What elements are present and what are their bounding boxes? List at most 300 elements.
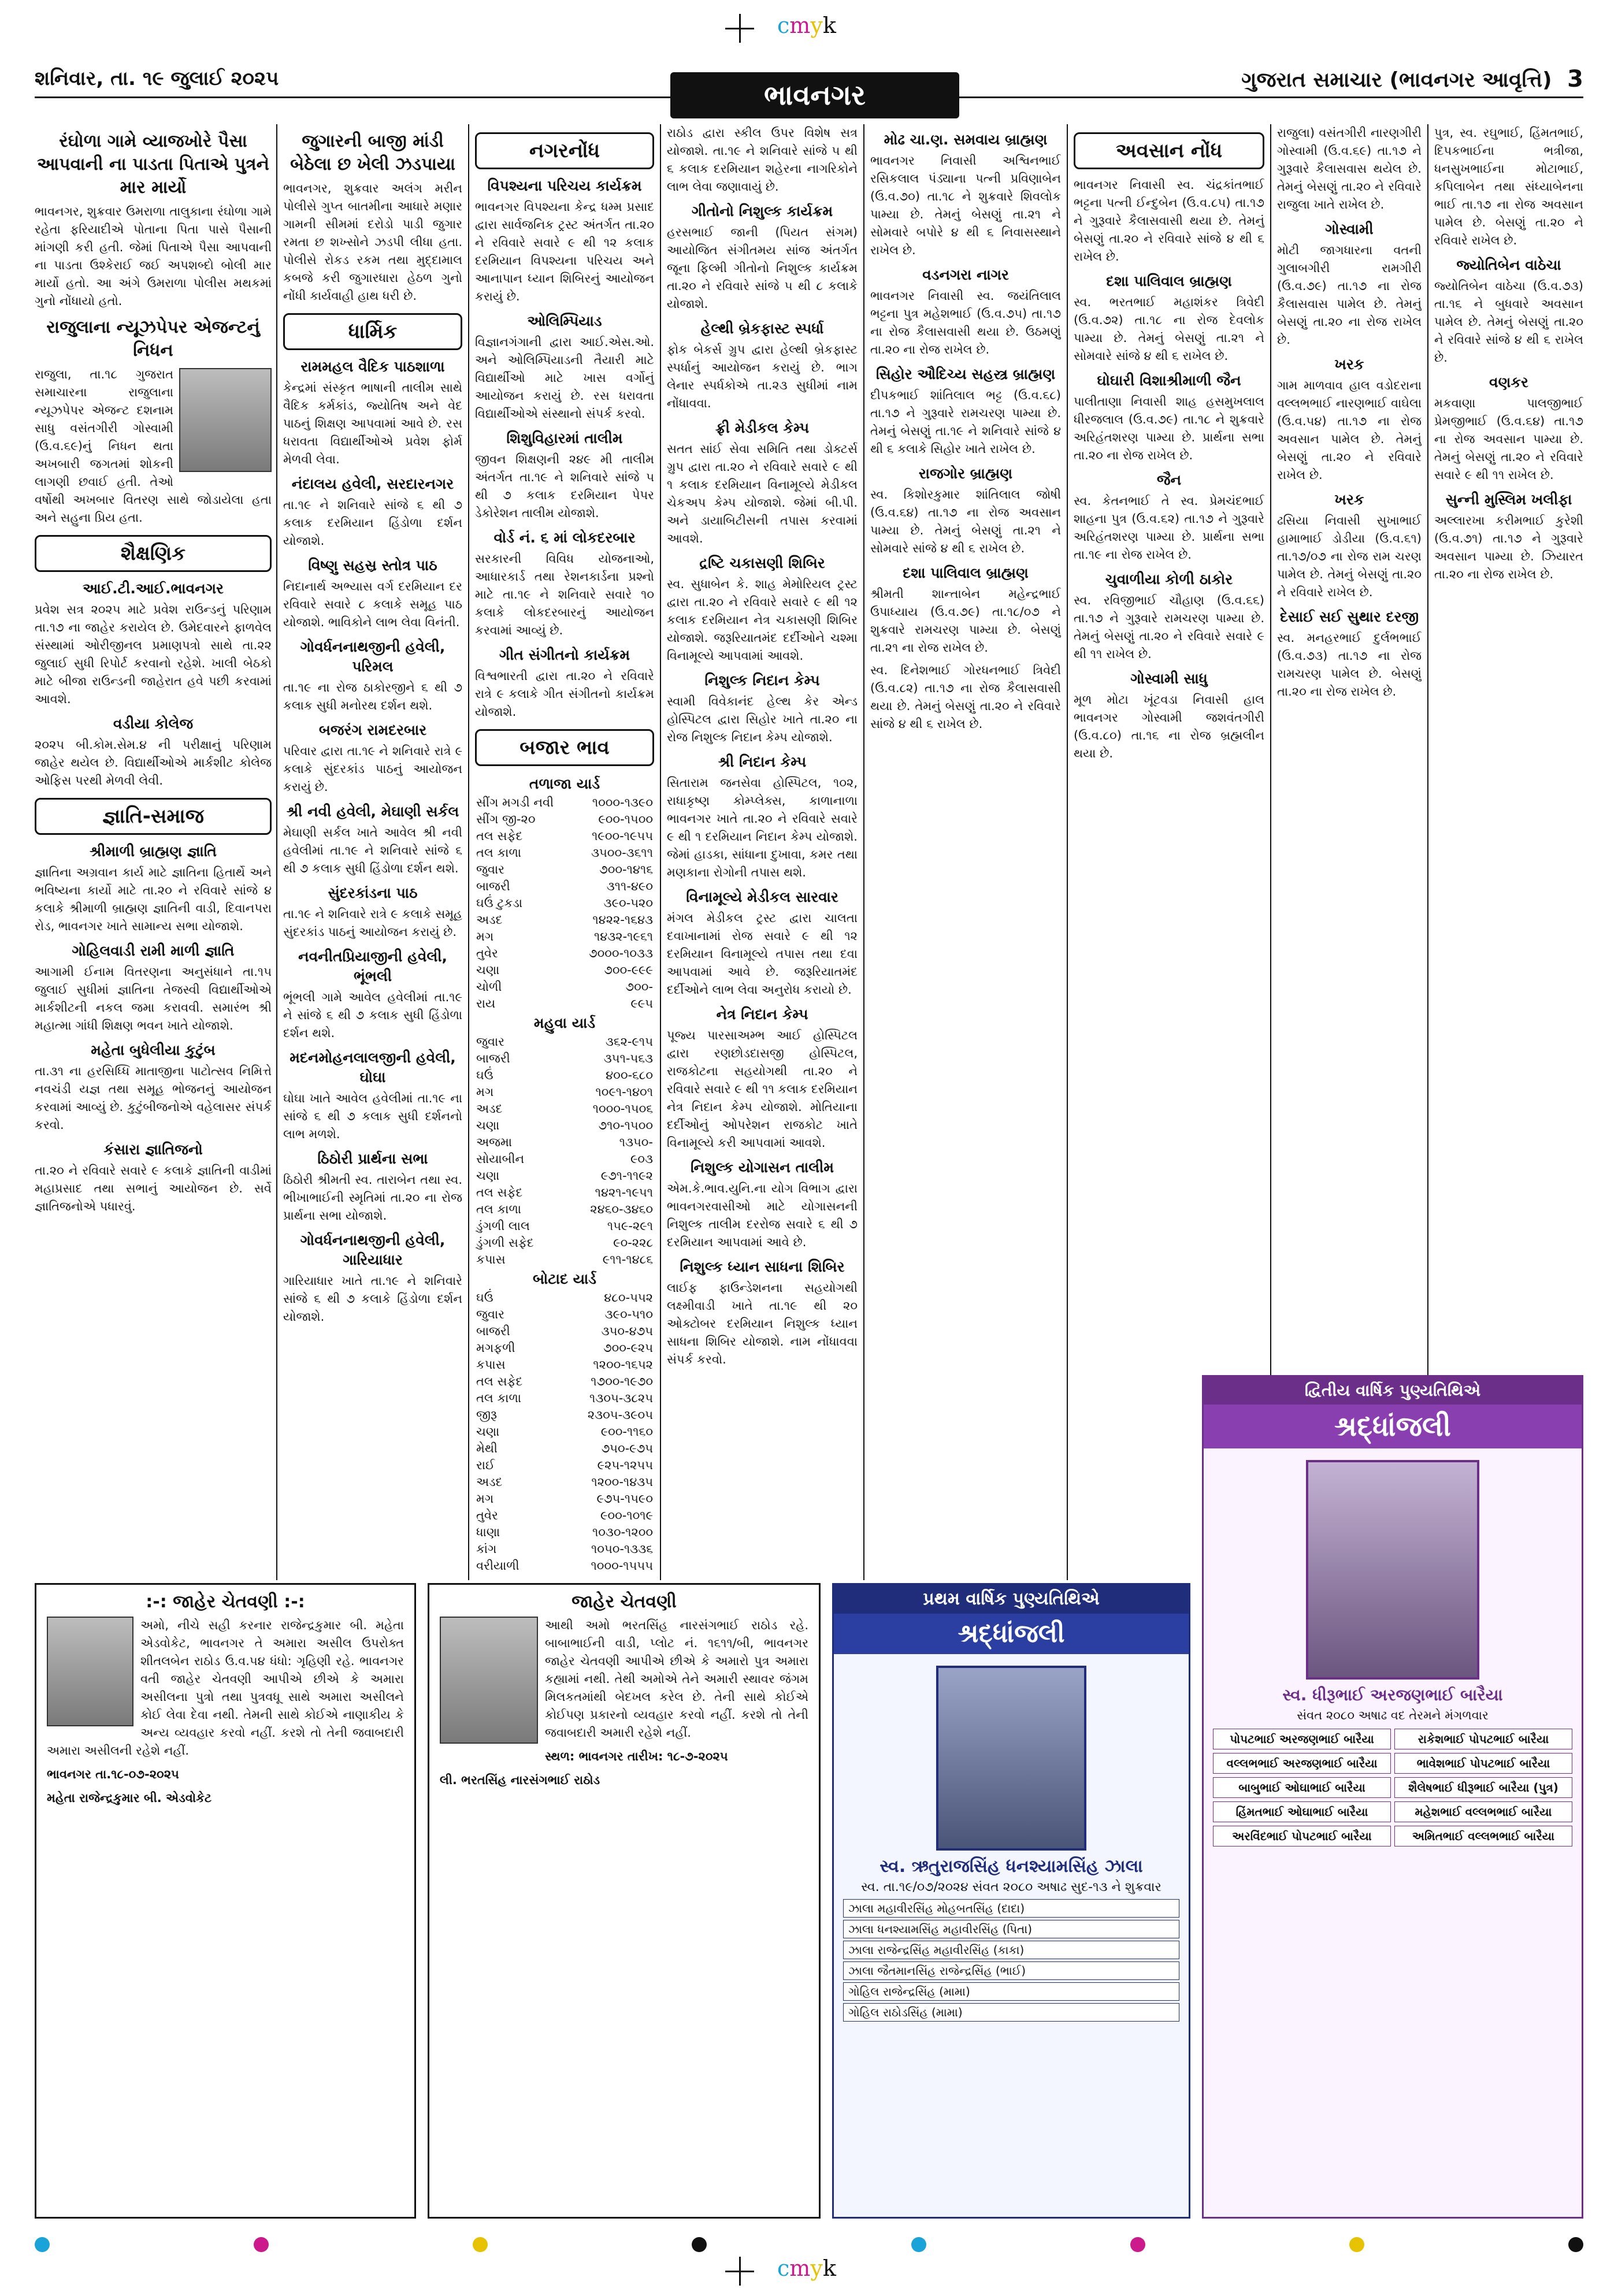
column-divider [1067, 124, 1068, 1580]
column-3 [475, 124, 654, 1574]
commodity-price: ૯૦૩ [630, 1152, 653, 1166]
commodity-name: અડદ [476, 1102, 503, 1116]
column-2 [283, 124, 462, 1331]
price-row [475, 1290, 654, 1306]
paper-masthead [1241, 66, 1583, 92]
subheading: નિશુલ્ક ધ્યાન સાધના શિબિર [680, 1258, 845, 1275]
family-member: હિંમતભાઈ ઓઘાભાઈ બારૈયા [1213, 1801, 1391, 1822]
notice-text: આથી અમો ભરતસિંહ નારસંગભાઈ રાઠોડ રહે. બાબાભાઈની વાડી, પ્લોટ નં. ૧૬૧૧/બી, ભાવનગર જાહેર ચેતવણી આપીએ છીએ કે અમારો પુત્ર અમારા કહ્યામાં નથી. તેથી અમોએ તેને અમારી સ્થાવર જંગમ મિલકતમાંથી બેદખલ કરેલ છે. તેની સાથે કોઈએ કોઈપણ પ્રકારનો વ્યવહાર કરવો નહીં. કરશે તો તેની જવાબદારી અમારી રહેશે નહીં. [545, 1618, 808, 1740]
price-row [475, 928, 654, 945]
commodity-price: ૩૯૦-૫૨૦ [603, 896, 653, 910]
family-member: પોપટભાઈ અરજણભાઈ બારૈયા [1213, 1729, 1391, 1749]
price-row [475, 811, 654, 828]
black-dot-icon [692, 2237, 707, 2252]
family-list [843, 1899, 1179, 2022]
column-8 [1434, 124, 1583, 588]
commodity-price: ૯૨૫-૧૨૫૫ [597, 1458, 653, 1472]
commodity-name: ચોળી [476, 980, 502, 994]
price-row [475, 1558, 654, 1574]
commodity-price: ૧૪૨૨-૧૬૪૩ [592, 913, 653, 927]
commodity-name: અડદ [476, 913, 503, 927]
article-text: અલ્લારખા કરીમભાઈ કુરેશી (ઉ.વ.૭૧) તા.૧૭ ને ગુરૂવારે અવસાન પામ્યા છે. ઝિયારત તા.૨૦ ના રોજ રાખેલ છે. [1434, 514, 1583, 581]
subheading: વિષ્ણુ સહસ્ર સ્તોત્ર પાઠ [308, 557, 437, 574]
price-row [475, 1168, 654, 1184]
commodity-price: ૧૩૦૫-૩૮૨૫ [589, 1391, 653, 1405]
price-row [475, 878, 654, 895]
section-box-shaikshanik: શૈક્ષણિક [35, 535, 272, 572]
article-text: જ્યોતિબેન વાઠેચા (ઉ.વ.૭૩) તા.૧૬ ને બુધવારે અવસાન પામેલ છે. તેમનું બેસણું તા.૨૦ ને રવિવારે સાંજે ૪ થી ૬ રાખેલ છે. [1434, 279, 1583, 365]
commodity-price: ૭૧૦-૧૫૦૦ [598, 1119, 653, 1132]
column-divider [863, 124, 864, 1580]
commodity-name: તલ કાળા [476, 846, 521, 860]
commodity-price: ૧૦૦૦-૧૫૫૫ [591, 1559, 653, 1573]
commodity-price: ૧૨૦૦-૧૬૫૨ [593, 1358, 653, 1372]
article-text: સ્વ. કેતનભાઈ તે સ્વ. પ્રેમચંદભાઈ શાહના પુત્ર (ઉ.વ.૬૨) તા.૧૭ ને ગુરૂવારે અરિહંતશરણ પામ્યા છે. પ્રાર્થના સભા તા.૧૯ ના રોજ રાખેલ છે. [1074, 494, 1264, 562]
article-text: ૨૦૨૫ બી.કોમ.સેમ.૪ ની પરીક્ષાનું પરિણામ જાહેર થયેલ છે. વિદ્યાર્થીઓએ માર્કશીટ કોલેજ ઓફિસ પરથી મેળવી લેવી. [35, 738, 272, 787]
cmyk-registration-top [0, 10, 1618, 51]
black-dot-icon [1568, 2237, 1583, 2252]
commodity-price: ૭૫૦-૯૭૫ [601, 1441, 653, 1455]
commodity-name: ચણા [476, 963, 500, 977]
article-text: પરિવાર દ્વારા તા.૧૯ ને શનિવારે રાત્રે ૯ કલાકે સુંદરકાંડ પાઠનું આયોજન કરાયું છે. [283, 744, 462, 794]
commodity-name: અજમા [476, 1135, 512, 1149]
article-text: સતત સાંઈ સેવા સમિતિ તથા ડોક્ટર્સ ગ્રુપ દ્વારા તા.૨૦ ને રવિવારે સવારે ૯ થી ૧ કલાક દરમિયાન વિનામૂલ્યે મેડીકલ ચેકઅપ કેમ્પ યોજાશે. જેમાં બી.પી. અને ડાયાબિટીસની તપાસ કરવામાં આવશે. [667, 442, 858, 545]
commodity-name: તુવેર [476, 946, 498, 960]
subheading: ગોસ્વામી સાધુ [1130, 670, 1208, 687]
memorial-photo [936, 1666, 1086, 1851]
price-row [475, 1524, 654, 1541]
price-row [475, 1218, 654, 1235]
commodity-price: ૩૬૨-૯૧૫ [605, 1035, 653, 1049]
subheading: નિશુલ્ક નિદાન કેમ્પ [704, 672, 820, 689]
commodity-name: તુવેર [476, 1509, 498, 1522]
article-text: સ્વ. રવિજીભાઈ ચૌહાણ (ઉ.વ.૬૬) તા.૧૭ ને ગુરૂવારે રામચરણ પામ્યા છે. તેમનું બેસણું તા.૨૦ ને રવિવારે સવારે ૯ થી ૧૧ રાખેલ છે. [1074, 593, 1264, 661]
subheading: નવનીતપ્રિયાજીની હવેલી, ભૂંભલી [298, 948, 448, 984]
section-box-dharmik: ધાર્મિક [283, 313, 462, 350]
commodity-name: કપાસ [476, 1253, 506, 1266]
article-text: જીવન શિક્ષણની ૨૪૯ મી તાલીમ અંતર્ગત તા.૧૯ ને શનિવારે સાંજે ૫ થી ૭ કલાક દરમિયાન પેપર ડેકોરેશન તાલીમ યોજાશે. [475, 452, 654, 520]
shraddhanjali-ad-2 [1202, 1375, 1583, 2219]
cyan-dot-icon [911, 2237, 926, 2252]
commodity-price: ૭૦૦- [625, 980, 653, 994]
subheading: શ્રી નવી હવેલી, મેઘાણી સર્કલ [286, 803, 459, 820]
family-member: શૈલેષભાઈ ધીરૂભાઈ બારૈયા (પુત્ર) [1394, 1777, 1572, 1798]
commodity-price: ૯૭૫-૧૫૯૦ [596, 1492, 653, 1506]
registration-cross-icon [725, 14, 754, 43]
subheading: રાજગોર બ્રાહ્મણ [918, 465, 1013, 482]
commodity-price: ૧૦૦૦-૧૩૯૦ [592, 796, 653, 809]
family-member: અરવિંદભાઈ પોપટભાઈ બારૈયા [1213, 1826, 1391, 1847]
public-notice-1 [35, 1583, 416, 2219]
price-row [475, 1541, 654, 1558]
column-1 [35, 124, 272, 1220]
subheading: શ્રી નિદાન કેમ્પ [718, 753, 807, 770]
subheading: નંદાલય હવેલી, સરદારનગર [291, 475, 454, 492]
article-text: રાજુલા, તા.૧૮ ગુજરાત સમાચારના રાજુલાના ન્યૂઝપેપર એજન્ટ દશનામ સાધુ વસંતગીરી ગોસ્વામી (ઉ.વ.૬૯)નું નિધન થતા અખબારી જગતમાં શોકની લાગણી છવાઈ હતી. તેઓ વર્ષોથી અખબાર વિતરણ સાથે જોડાયેલા હતા અને સહુના પ્રિય હતા. [35, 367, 272, 525]
price-row [475, 1407, 654, 1424]
price-row [475, 912, 654, 928]
article-text: દીપકભાઈ શાંતિલાલ ભટ્ટ (ઉ.વ.૬૮) તા.૧૭ ને ગુરૂવારે રામચરણ પામ્યા છે. તેમનું બેસણું તા.૧૯ ને શનિવારે સાંજે ૪ થી ૬ કલાકે સિહોર ખાતે રાખેલ છે. [870, 388, 1061, 456]
article-text: ભાવનગર નિવાસી સ્વ. જયંતિલાલ ભટ્ટના પુત્ર મહેશભાઈ (ઉ.વ.૭૫) તા.૧૭ ના રોજ કૈલાસવાસી થયા છે. ઉઠમણું તા.૨૦ ના રોજ રાખેલ છે. [870, 289, 1061, 356]
article-text: તા.૩૧ ના હરસિધ્ધિ માતાજીના પાટોત્સવ નિમિત્તે નવચંડી યજ્ઞ તથા સમૂહ ભોજનનું આયોજન કરવામાં આવ્યું છે. કુટુંબીજનોએ વહેલાસર સંપર્ક કરવો. [35, 1064, 272, 1132]
commodity-price: ૧૫૯-૨૯૧ [607, 1219, 653, 1233]
column-6 [1074, 124, 1264, 767]
commodity-price: ૧૩૫૦- [619, 1135, 653, 1149]
paper-name: ગુજરાત સમાચાર [1241, 68, 1382, 92]
price-row [475, 794, 654, 811]
commodity-price: ૯૧૧-૧૪૮૬ [602, 1253, 653, 1266]
commodity-name: અડદ [476, 1475, 503, 1489]
commodity-price: ૧૪૩૨-૧૯૬૧ [594, 930, 653, 943]
notice-sign-right: લી. ભરતસિંહ નારસંગભાઈ રાઠોડ [440, 1773, 600, 1787]
commodity-name: વરીયાળી [476, 1559, 519, 1573]
family-member: ઝાલા મહાવીરસિંહ મોહબતસિંહ (દાદા) [843, 1899, 1179, 1918]
subheading: ઠિઠોરી પ્રાર્થના સભા [317, 1150, 428, 1167]
subheading: ગોવર્ધનનાથજીની હવેલી, પરિમલ [300, 638, 446, 675]
ad-title: શ્રદ્ધાંજલી [834, 1614, 1189, 1654]
price-row [475, 1050, 654, 1067]
subheading: વિનામૂલ્યે મેડીકલ સારવાર [686, 889, 838, 905]
article-text: મંગલ મેડીકલ ટ્રસ્ટ દ્વારા ચાલતા દવાખાનામાં રોજ સવારે ૯ થી ૧૨ દરમિયાન વિનામૂલ્યે તપાસ તથા દવા આપવામાં આવે છે. જરૂરિયાતમંદ દર્દીઓને લાભ લેવા અનુરોધ કરાયો છે. [667, 911, 858, 997]
commodity-name: ઘઉં [476, 1291, 493, 1305]
commodity-price: ૧૦૫૦-૧૩૩૬ [591, 1542, 653, 1556]
subheading: સિહોર ઔદિચ્ય સહસ્ત્ર બ્રાહ્મણ [875, 366, 1056, 382]
subheading: રામમહલ વૈદિક પાઠશાળા [300, 358, 445, 375]
ad-band: પ્રથમ વાર્ષિક પુણ્યતિથિએ [834, 1585, 1189, 1614]
commodity-name: મેથી [476, 1441, 498, 1455]
commodity-name: ચણા [476, 1425, 500, 1439]
article-text: પ્રવેશ સત્ર ૨૦૨૫ માટે પ્રવેશ રાઉન્ડનું પરિણામ તા.૧૭ ના જાહેર કરાયેલ છે. ઉમેદવારને ફાળવેલ સંસ્થામાં ઓરીજીનલ પ્રમાણપત્રો સાથે તા.૨૨ જુલાઈ સુધી રિપોર્ટ કરવાનો રહેશે. ખાલી બેઠકો માટે બીજા રાઉન્ડની જાહેરાત હવે પછી કરવામાં આવશે. [35, 603, 272, 706]
subheading: શિશુવિહારમાં તાલીમ [506, 430, 623, 447]
family-member: મહેશભાઈ વલ્લભભાઈ બારૈયા [1394, 1801, 1572, 1822]
commodity-name: સીંગ જી-૨૦ [476, 812, 536, 826]
price-row [475, 1306, 654, 1323]
price-row [475, 828, 654, 845]
article-text: સ્વ. ભરતભાઈ મહાશંકર ત્રિવેદી (ઉ.વ.૭૨) તા.૧૮ ના રોજ દેવલોક પામ્યા છે. તેમનું બેસણું તા.૨૧ ને સોમવારે સાંજે ૪ થી ૬ રાખેલ છે. [1074, 295, 1264, 363]
commodity-name: મગ [476, 930, 494, 943]
article-text: સ્વ. દિનેશભાઈ ગોરધનભાઈ ત્રિવેદી (ઉ.વ.૮૨) તા.૧૭ ના રોજ કૈલાસવાસી થયા છે. તેમનું બેસણું તા.૨૦ ને રવિવારે સાંજે ૪ થી ૬ રાખેલ છે. [870, 663, 1061, 731]
price-row [475, 1424, 654, 1440]
cmyk-registration-bottom [0, 2253, 1618, 2294]
article-text: ગામ માળવાવ હાલ વડોદરાના વલ્લભભાઈ નારણભાઈ વાઘેલા (ઉ.વ.૫૪) તા.૧૭ ના રોજ અવસાન પામેલ છે. તેમનું બેસણું તા.૨૦ ને રવિવારે રાખેલ છે. [1277, 378, 1422, 482]
price-row [475, 1067, 654, 1084]
price-row [475, 1340, 654, 1357]
section-title: ભાવનગર [670, 72, 959, 118]
article-text: પૂજ્ય પારસાઅમ્ભ આઈ હોસ્પિટલ દ્વારા રણછોડદાસજી હોસ્પિટલ, રાજકોટના સહયોગથી તા.૨૦ ને રવિવારે સવારે ૯ થી ૧૧ કલાક દરમિયાન નેત્ર નિદાન કેમ્પ યોજાશે. મોતિયાના દર્દીઓનું ઓપરેશન રાજકોટ ખાતે વિનામૂલ્યે કરી આપવામાં આવશે. [667, 1028, 858, 1150]
subheading: દ્રષ્ટિ ચકાસણી શિબિર [699, 555, 825, 571]
price-row [475, 1491, 654, 1507]
price-row [475, 861, 654, 878]
article-text: ભાવનગર, શુક્રવાર ઉમરાળા તાલુકાના રંઘોળા ગામે રહેતા ફરિયાદીએ પોતાના પિતા પાસે પૈસાની માંગણી કરી હતી. જેમાં પિતાએ પૈસા આપવાની ના પાડતા ઉશ્કેરાઈ જઈ અપશબ્દો બોલી માર માર્યો હતો. આ અંગે ઉમરાળા પોલીસ મથકમાં ગુનો નોંધાયો હતો. [35, 205, 272, 308]
registration-cross-icon [725, 2257, 754, 2286]
article-text: પાલીતાણા નિવાસી શાહ હસમુખલાલ ધીરજલાલ (ઉ.વ.૭૯) તા.૧૮ ને શુક્રવારે અરિહંતશરણ પામ્યા છે. પ્રાર્થના સભા તા.૨૦ ના રોજ રાખેલ છે. [1074, 395, 1264, 462]
section-box-gnati-samaj: જ્ઞાતિ-સમાજ [35, 798, 272, 835]
commodity-name: જીરૂ [476, 1408, 498, 1422]
article-text: ભાવનગર નિવાસી સ્વ. ચંદ્રકાંતભાઈ ભટ્ટના પત્ની ઈન્દુબેન (ઉ.વ.૮૫) તા.૧૭ ને ગુરૂવારે કૈલાસવાસી થયા છે. તેમનું બેસણું તા.૨૦ ને રવિવારે સાંજે ૪ થી ૬ રાખેલ છે. [1074, 178, 1264, 263]
commodity-price: ૭૦૦૦-૧૦૩૩ [588, 946, 653, 960]
subheading: ઘોઘારી વિશાશ્રીમાળી જૈન [1097, 372, 1241, 389]
commodity-name: કાંગ [476, 1542, 497, 1556]
cmyk-label: cmyk [777, 13, 836, 38]
price-row [475, 1034, 654, 1050]
subheading: દેસાઈ સઈ સુથાર દરજી [1279, 608, 1419, 625]
commodity-price: ૧૨૦૦-૧૪૩૫ [591, 1475, 653, 1489]
price-row [475, 845, 654, 861]
article-text: સિતારામ જનસેવા હોસ્પિટલ, ૧૦૨, રાધાકૃષ્ણ કોમ્પ્લેક્સ, કાળાનાળા ભાવનગર ખાતે તા.૨૦ ને રવિવારે સવારે ૯ થી ૧ દરમિયાન નિદાન કેમ્પ યોજાશે. જેમાં હાડકા, સાંધાના દુખાવા, કમર તથા મણકાના રોગોની તપાસ થશે. [667, 776, 858, 879]
subheading: ગોવર્ધનનાથજીની હવેલી, ગારિયાધાર [300, 1232, 446, 1268]
subheading: વોર્ડ નં. ૬ માં લોકદરબાર [493, 529, 636, 546]
article-text: પુત્ર, સ્વ. રઘુભાઈ, હિંમતભાઈ, દિપકભાઈના ભત્રીજા, ધનસુખભાઈના મોટાભાઈ, કપિલાબેન તથા સંધ્યાબેનના ભાઈ તા.૧૭ ના રોજ અવસાન પામેલ છે. બેસણું તા.૨૦ ને રવિવારે રાખેલ છે. [1434, 126, 1583, 247]
subheading: મહેતા બુધેલીયા કુટુંબ [91, 1042, 216, 1058]
headline: જુગારની બાજી માંડી બેઠેલા છ ખેલી ઝડપાયા [290, 131, 455, 174]
subheading: વડીયા કોલેજ [113, 715, 194, 732]
subheading: શ્રીમાળી બ્રાહ્મણ જ્ઞાતિ [90, 843, 217, 860]
subheading: ઓલિમ્પિયાડ [527, 313, 602, 329]
subheading: ખરક [1334, 491, 1364, 508]
subheading: ગીત સંગીતનો કાર્યક્રમ [499, 647, 630, 663]
yellow-dot-icon [473, 2237, 488, 2252]
notice-title: જાહેર ચેતવણી [572, 1592, 677, 1612]
article-text: ગારિયાધાર ખાતે તા.૧૯ ને શનિવારે સાંજે ૬ થી ૭ કલાકે હિંડોળા દર્શન યોજાશે. [283, 1274, 462, 1324]
magenta-dot-icon [254, 2237, 269, 2252]
article-text: વિશ્વભારતી દ્વારા તા.૨૦ ને રવિવારે રાત્રે ૯ કલાકે ગીત સંગીતનો કાર્યક્રમ યોજાશે. [475, 669, 654, 719]
commodity-name: ચણા [476, 1119, 500, 1132]
cmyk-label: cmyk [777, 2256, 836, 2281]
article-text: સ્વ. સુધાબેન કે. શાહ મેમોરિયલ ટ્રસ્ટ દ્વારા તા.૨૦ ને રવિવારે સવારે ૯ થી ૧૨ કલાક દરમિયાન નેત્ર ચકાસણી શિબિર યોજાશે. જરૂરિયાતમંદ દર્દીઓને ચશ્મા વિનામૂલ્યે આપવામાં આવશે. [667, 577, 858, 663]
commodity-price: ૭૦૦-૧૪૧૬ [599, 863, 653, 876]
commodity-price: ૩૯૦-૫૧૦ [604, 1307, 653, 1321]
subheading: ગોસ્વામી [1325, 221, 1374, 237]
commodity-name: સોયાબીન [476, 1152, 525, 1166]
notice-text: અમો, નીચે સહી કરનાર રાજેન્દ્રકુમાર બી. મહેતા એડવોકેટ, ભાવનગર તે અમારા અસીલ ઉપરોક્ત શીતલબેન રાઠોડ ઉ.વ.૫૪ ધંધો: ગૃહિણી રહે. ભાવનગર વતી જાહેર ચેતવણી આપીએ છીએ કે અમારા અસીલના પુત્રો તથા પુત્રવધૂ સાથે અમારા અસીલને કોઈ લેવા દેવા નથી. તેમની સાથે કોઈએ નાણાકીય કે અન્ય વ્યવહાર કરવો નહીં. કરશે તો તેની જવાબદારી અમારા અસીલની રહેશે નહીં. [47, 1618, 404, 1758]
column-7 [1277, 124, 1422, 705]
article-text: ભાવનગર વિપશ્યના કેન્દ્ર ધમ્મ પ્રસાદ દ્વારા સાર્વજનિક ટ્રસ્ટ અંતર્ગત તા.૨૦ ને રવિવારે સવારે ૯ થી ૧૨ કલાક દરમિયાન વિપશ્યના પરિચય અને આનાપાન ધ્યાન શિબિરનું આયોજન કરાયું છે. [475, 200, 654, 303]
headline: રાજુલાના ન્યૂઝપેપર એજન્ટનું નિધન [46, 317, 260, 361]
commodity-name: સીંગ મગડી નવી [476, 796, 554, 809]
commodity-price: ૯૦૦-૧૧૬૦ [600, 1425, 653, 1439]
subheading: જૈન [1156, 471, 1182, 488]
commodity-price: ૧૦૩૦-૧૨૦૦ [592, 1525, 653, 1539]
commodity-price: ૭૦૦-૯૯૯ [604, 963, 653, 977]
article-text: મૂળ મોટા ખૂંટવડા નિવાસી હાલ ભાવનગર ગોસ્વામી જશવંતગીરી (ઉ.વ.૮૦) તા.૧૬ ના રોજ બ્રહ્મલીન થયા છે. [1074, 693, 1264, 760]
memorial-dates: સ્વ. તા.૧૯/૦૭/૨૦૨૪ સંવત ૨૦૮૦ અષાઢ સુદ-૧૩ ને શુક્રવાર [861, 1880, 1161, 1894]
commodity-price: ૯૯૫ [630, 997, 653, 1010]
commodity-price: ૭૦૦-૯૨૫ [603, 1341, 653, 1355]
subheading: કંસારા જ્ઞાતિજનો [103, 1141, 203, 1158]
commodity-name: તલ સફેદ [476, 829, 523, 843]
column-divider [660, 124, 661, 1580]
article-text: મેઘાણી સર્કલ ખાતે આવેલ શ્રી નવી હવેલીમાં તા.૧૯ ને શનિવારે સાંજે ૬ થી ૭ કલાક સુધી હિંડોળા દર્શન થશે. [283, 826, 462, 875]
article-text: શ્રીમતી શાન્તાબેન મહેન્દ્રભાઈ ઉપાધ્યાય (ઉ.વ.૭૯) તા.૧૮/૦૭ ને શુક્રવારે રામચરણ પામ્યા છે. બેસણું તા.૨૧ ના રોજ રાખેલ છે. [870, 587, 1061, 655]
notice-sign-left: ભાવનગર તા.૧૮-૦૭-૨૦૨૫ [47, 1767, 179, 1781]
article-text: આગામી ઈનામ વિતરણના અનુસંધાને તા.૧૫ જુલાઈ સુધીમાં જ્ઞાતિના તેજસ્વી વિદ્યાર્થીઓએ માર્કશીટની નકલ જમા કરાવવી. સમારંભ શ્રી મહાત્મા ગાંધી શિક્ષણ ભવન ખાતે યોજાશે. [35, 965, 272, 1032]
commodity-name: મગ [476, 1085, 494, 1099]
commodity-name: ડુંગળી સફેદ [476, 1236, 534, 1250]
article-text: નિદાનાર્થ અભ્યાસ વર્ગ દરમિયાન દર રવિવારે સવારે ૮ કલાકે સમૂહ પાઠ યોજાશે. ભાવિકોને લાભ લેવા વિનંતી. [283, 579, 462, 629]
price-row [475, 1390, 654, 1407]
column-divider [1270, 124, 1271, 1580]
shraddhanjali-ad-1 [832, 1583, 1190, 2219]
price-row [475, 945, 654, 962]
subheading: મદનમોહનલાલજીની હવેલી, ઘોઘા [290, 1049, 456, 1086]
subheading: ખરક [1334, 356, 1364, 373]
commodity-price: ૯૭૧-૧૧૯૨ [600, 1169, 653, 1183]
commodity-name: ધાણા [476, 1525, 500, 1539]
date-line: શનિવાર, તા. ૧૯ જુલાઈ ૨૦૨૫ [35, 67, 279, 90]
commodity-name: બાજરી [476, 879, 510, 893]
article-text: હરસભાઈ જાની (પિયત સંગમ) આયોજિત સંગીતમય સાંજ અંતર્ગત જૂના ફિલ્મી ગીતોનો નિશુલ્ક કાર્યક્રમ તા.૨૦ ને રવિવારે સાંજે ૫ થી ૮ કલાકે યોજાશે. [667, 225, 858, 311]
price-row [475, 1474, 654, 1491]
subheading: સુંદરકાંડના પાઠ [328, 885, 418, 901]
edition-label: (ભાવનગર આવૃત્તિ) [1389, 68, 1552, 92]
price-row [475, 1201, 654, 1218]
subheading: નિશુલ્ક યોગાસન તાલીમ [691, 1159, 834, 1176]
price-row [475, 1373, 654, 1390]
cyan-dot-icon [35, 2237, 50, 2252]
family-member: ઝાલા જૈતમાનસિંહ રાજેન્દ્રસિંહ (ભાઈ) [843, 1961, 1179, 1980]
subheading: મોઢ ચા.ણ. સમવાય બ્રાહ્મણ [884, 131, 1048, 148]
family-member: ભાવેશભાઈ પોપટભાઈ બારૈયા [1394, 1753, 1572, 1774]
section-box-nagarnondh: નગરનોંધ [475, 132, 654, 169]
price-row [475, 1507, 654, 1524]
commodity-price: ૯૦૦-૧૦૧૯ [600, 1509, 653, 1522]
notice-sign-left: સ્થળ: ભાવનગર તારીખ: ૧૮-૭-૨૦૨૫ [545, 1749, 728, 1763]
market-price-table [475, 773, 654, 1574]
memorial-name: સ્વ. ધીરૂભાઈ અરજણભાઈ બારૈયા [1282, 1685, 1503, 1704]
market-name: તળાજા યાર્ડ [529, 775, 600, 792]
column-divider [276, 124, 277, 1580]
article-text: મકવાણા પાલજીભાઈ પ્રેમજીભાઈ (ઉ.વ.૬૪) તા.૧૭ ના રોજ અવસાન પામ્યા છે. તેમનું બેસણું તા.૨૦ ને રવિવારે સવારે ૯ થી ૧૧ રાખેલ છે. [1434, 396, 1583, 482]
article-text: તા.૧૯ ને શનિવારે રાત્રે ૯ કલાકે સમૂહ સુંદરકાંડ પાઠનું આયોજન કરાયું છે. [283, 907, 462, 939]
subheading: ગોહિલવાડી રામી માળી જ્ઞાતિ [72, 942, 235, 959]
column-4 [667, 124, 858, 1373]
subheading: વડનગરા નાગર [922, 266, 1009, 283]
commodity-name: તલ કાળા [476, 1391, 521, 1405]
commodity-price: ૩૧૧-૪૯૦ [606, 879, 653, 893]
subheading: દશા પાલિવાલ બ્રાહ્મણ [903, 564, 1029, 581]
article-text: સ્વામી વિવેકાનંદ હેલ્થ કેર એન્ડ હોસ્પિટલ દ્વારા સિહોર ખાતે તા.૨૦ ના રોજ નિશુલ્ક નિદાન કેમ્પ યોજાશે. [667, 694, 858, 744]
subheading: ગીતોનો નિશુલ્ક કાર્યક્રમ [691, 203, 833, 220]
price-row [475, 1151, 654, 1168]
notice-photo [47, 1617, 133, 1726]
article-text: રાઠોડ દ્વારા સ્કીલ ઉપર વિશેષ સત્ર યોજાશે. તા.૧૯ ને શનિવારે સાંજે ૫ થી ૬ કલાક દરમિયાન શહેરના નાગરિકોને લાભ લેવા જણાવાયું છે. [667, 126, 858, 194]
commodity-price: ૧૯૦૦-૧૯૫૫ [592, 829, 653, 843]
article-text: કેન્દ્રમાં સંસ્કૃત ભાષાની તાલીમ સાથે વૈદિક કર્મકાંડ, જ્યોતિષ અને વેદ પાઠનું શિક્ષણ આપવામાં આવે છે. રસ ધરાવતા વિદ્યાર્થીઓએ પ્રવેશ ફોર્મ મેળવી લેવા. [283, 381, 462, 466]
section-box-bajar-bhav: બજાર ભાવ [475, 729, 654, 766]
family-member: બાબુભાઈ ઓઘાભાઈ બારૈયા [1213, 1777, 1391, 1798]
commodity-price: ૪૮૦-૫૫૨ [604, 1291, 653, 1305]
subheading: ચુવાળીયા કોળી ઠાકોર [1105, 571, 1233, 588]
market-name: બોટાદ યાર્ડ [532, 1270, 596, 1287]
commodity-name: જુવાર [476, 1307, 504, 1321]
article-text: ઘોઘા ખાતે આવેલ હવેલીમાં તા.૧૯ ના સાંજે ૬ થી ૭ કલાક સુધી દર્શનનો લાભ મળશે. [283, 1091, 462, 1141]
memorial-name: સ્વ. ઋતુરાજસિંહ ધનશ્યામસિંહ ઝાલા [879, 1856, 1143, 1877]
article-text: ભૂંભલી ગામે આવેલ હવેલીમાં તા.૧૯ ને સાંજે ૬ થી ૭ કલાક સુધી હિંડોળા દર્શન થશે. [283, 990, 462, 1040]
price-row [475, 995, 654, 1012]
article-text: મોટી જાગધારના વતની ગુલાબગીરી રામગીરી (ઉ.વ.૭૯) તા.૧૭ ના રોજ કૈલાસવાસ પામેલ છે. તેમનું બેસણું તા.૨૦ ના રોજ રાખેલ છે. [1277, 243, 1422, 347]
commodity-price: ૧૦૦૦-૧૫૦૬ [592, 1102, 653, 1116]
column-5 [870, 124, 1061, 738]
article-text: સ્વ. કિશોરકુમાર શાંતિલાલ જોષી (ઉ.વ.૬૪) તા.૧૭ ના રોજ અવસાન પામ્યા છે. તેમનું બેસણું તા.૨૧ ને સોમવારે સાંજે ૪ થી ૬ રાખેલ છે. [870, 488, 1061, 555]
article-text: જ્ઞાતિના અગ્રવાન કાર્ય માટે જ્ઞાતિના હિતાર્થે અને ભવિષ્યના કાર્યો માટે તા.૨૦ ને રવિવારે સાંજે ૪ કલાકે શ્રીમાળી બ્રાહ્મણ જ્ઞાતિની વાડી, દિવાનપરા રોડ, ભાવનગર ખાતે સામાન્ય સભા યોજાશે. [35, 865, 272, 933]
commodity-price: ૨૩૦૫-૩૯૦૫ [587, 1408, 653, 1422]
family-member: વલ્લભભાઈ અરજણભાઈ બારૈયા [1213, 1753, 1391, 1774]
price-row [475, 1184, 654, 1201]
commodity-price: ૯૦-૨૨૮ [613, 1236, 653, 1250]
commodity-name: તલ સફેદ [476, 1374, 523, 1388]
article-text: એમ.કે.ભાવ.યુનિ.ના યોગ વિભાગ દ્વારા ભાવનગરવાસીઓ માટે યોગાસનની નિશુલ્ક તાલીમ દરરોજ સવારે ૬ થી ૭ દરમિયાન આપવામાં આવે છે. [667, 1182, 858, 1249]
price-row [475, 1323, 654, 1340]
commodity-price: ૯૦૦-૧૫૦૦ [598, 812, 653, 826]
article-text: ઠિઠોરી શ્રીમતી સ્વ. તારાબેન તથા સ્વ. ભીખાભાઈની સ્મૃતિમાં તા.૨૦ ના રોજ પ્રાર્થના સભા યોજાશે. [283, 1173, 462, 1223]
family-list [1213, 1729, 1572, 1847]
price-row [475, 962, 654, 979]
subheading: દશા પાલિવાલ બ્રાહ્મણ [1106, 273, 1232, 289]
magenta-dot-icon [1130, 2237, 1145, 2252]
commodity-name: રાઈ [476, 1458, 495, 1472]
family-member: ઝાલા ધનશ્યામસિંહ મહાવીરસિંહ (પિતા) [843, 1920, 1179, 1938]
article-text: ભાવનગર નિવાસી અશ્વિનભાઈ રસિકલાલ પંડ્યાના પત્ની પ્રવિણાબેન (ઉ.વ.૭૦) તા.૧૮ ને શુક્રવારે શિવલોક પામ્યા છે. તેમનું બેસણું તા.૨૧ ને સોમવારે બપોરે ૪ થી ૬ નિવાસસ્થાને રાખેલ છે. [870, 154, 1061, 257]
price-row [475, 895, 654, 912]
commodity-price: ૨૪૬૦-૩૪૬૦ [590, 1202, 653, 1216]
commodity-name: ચણા [476, 1169, 500, 1183]
page-number: 3 [1567, 66, 1583, 92]
commodity-name: રાય [476, 997, 496, 1010]
commodity-price: ૧૭૦૦-૧૯૭૦ [591, 1374, 653, 1388]
color-registration-strip [35, 2236, 1583, 2253]
family-member: રાકેશભાઈ પોપટભાઈ બારૈયા [1394, 1729, 1572, 1749]
memorial-dates: સંવત ૨૦૮૦ અષાઢ વદ તેરમને મંગળવાર [1297, 1708, 1489, 1722]
price-row [475, 1117, 654, 1134]
article-text: તા.૧૯ ના રોજ ઠાકોરજીને ૬ થી ૭ કલાક સુધી મનોરથ દર્શન થશે. [283, 681, 462, 712]
portrait-photo [179, 368, 272, 472]
family-member: ઝાલા રાજેન્દ્રસિંહ મહાવીરસિંહ (કાકા) [843, 1941, 1179, 1959]
price-row [475, 1084, 654, 1101]
article-text: તા.૨૦ ને રવિવારે સવારે ૯ કલાકે જ્ઞાતિની વાડીમાં મહાપ્રસાદ તથા સભાનું આયોજન છે. સર્વે જ્ઞાતિજનોએ પધારવું. [35, 1164, 272, 1213]
commodity-price: ૧૦૯૧-૧૪૦૧ [595, 1085, 653, 1099]
commodity-price: ૩૫૧-૫૬૩ [603, 1052, 653, 1065]
price-row [475, 1357, 654, 1373]
subheading: હેલ્થી બ્રેકફાસ્ટ સ્પર્ધા [700, 320, 824, 337]
column-divider [468, 124, 469, 1580]
notice-sign-right: મહેતા રાજેન્દ્રકુમાર બી. એડવોકેટ [47, 1791, 212, 1805]
article-text: વિજ્ઞાનગંગાની દ્વારા આઈ.એસ.ઓ. અને ઓલિમ્પિયાડની તૈયારી માટે વિદ્યાર્થીઓ માટે ખાસ વર્ગોનું આયોજન કરાયું છે. રસ ધરાવતા વિદ્યાર્થીઓએ સંસ્થાનો સંપર્ક કરવો. [475, 335, 654, 421]
subheading: સુન્ની મુસ્લિમ ખલીફા [1445, 491, 1572, 508]
subheading: બજરંગ રામદરબાર [318, 722, 427, 738]
commodity-price: ૧૪૨૧-૧૯૫૧ [595, 1186, 653, 1199]
notice-title: :-: જાહેર ચેતવણી :-: [146, 1592, 305, 1612]
memorial-photo [1306, 1460, 1479, 1680]
commodity-name: ડુંગળી લાલ [476, 1219, 530, 1233]
ad-band: દ્વિતીય વાર્ષિક પુણ્યતિથિએ [1204, 1377, 1582, 1405]
commodity-name: બાજરી [476, 1324, 510, 1338]
article-text: ઢસિયા નિવાસી સુખાભાઈ હામાભાઈ ડોડીયા (ઉ.વ.૬૧) તા.૧૭/૦૭ ના રોજ રામ ચરણ પામેલ છે. તેમનું બેસણું તા.૨૦ ને રવિવારે રાખેલ છે. [1277, 514, 1422, 599]
article-text: ભાવનગર, શુક્રવાર અલંગ મરીન પોલીસે ગુપ્ત બાતમીના આધારે મણાર ગામની સીમમાં દરોડો પાડી જુગાર રમતા છ શખ્સોને ઝડપી લીધા હતા. પોલીસે રોકડ રકમ તથા મુદ્દામાલ કબજે કરી જુગારધારા હેઠળ ગુનો નોંધી કાર્યવાહી હાથ ધરી છે. [283, 181, 462, 303]
price-row [475, 1457, 654, 1474]
article-text: તા.૧૯ ને શનિવારે સાંજે ૬ થી ૭ કલાક દરમિયાન હિંડોળા દર્શન યોજાશે. [283, 498, 462, 548]
article-text: સ્વ. મનહરભાઈ દુર્લભભાઈ (ઉ.વ.૭૩) તા.૧૭ ના રોજ રામચરણ પામેલ છે. બેસણું તા.૨૦ ના રોજ રાખેલ છે. [1277, 631, 1422, 699]
column-divider [1427, 124, 1428, 1580]
commodity-name: બાજરી [476, 1052, 510, 1065]
price-row [475, 1101, 654, 1117]
family-member: અમિતભાઈ વલ્લભભાઈ બારૈયા [1394, 1826, 1572, 1847]
commodity-name: જુવાર [476, 863, 504, 876]
article-text: ફોક બેકર્સ ગ્રુપ દ્વારા હેલ્થી બ્રેકફાસ્ટ સ્પર્ધાનું આયોજન કરાયું છે. ભાગ લેનાર સ્પર્ધકોએ તા.૨૩ સુધીમાં નામ નોંધાવવા. [667, 343, 858, 410]
family-member: ગોહિલ રાઠોડસિંહ (મામા) [843, 2003, 1179, 2022]
public-notice-2 [428, 1583, 821, 2219]
commodity-name: મગફળી [476, 1341, 515, 1355]
commodity-name: ઘઉં ટુકડા [476, 896, 522, 910]
